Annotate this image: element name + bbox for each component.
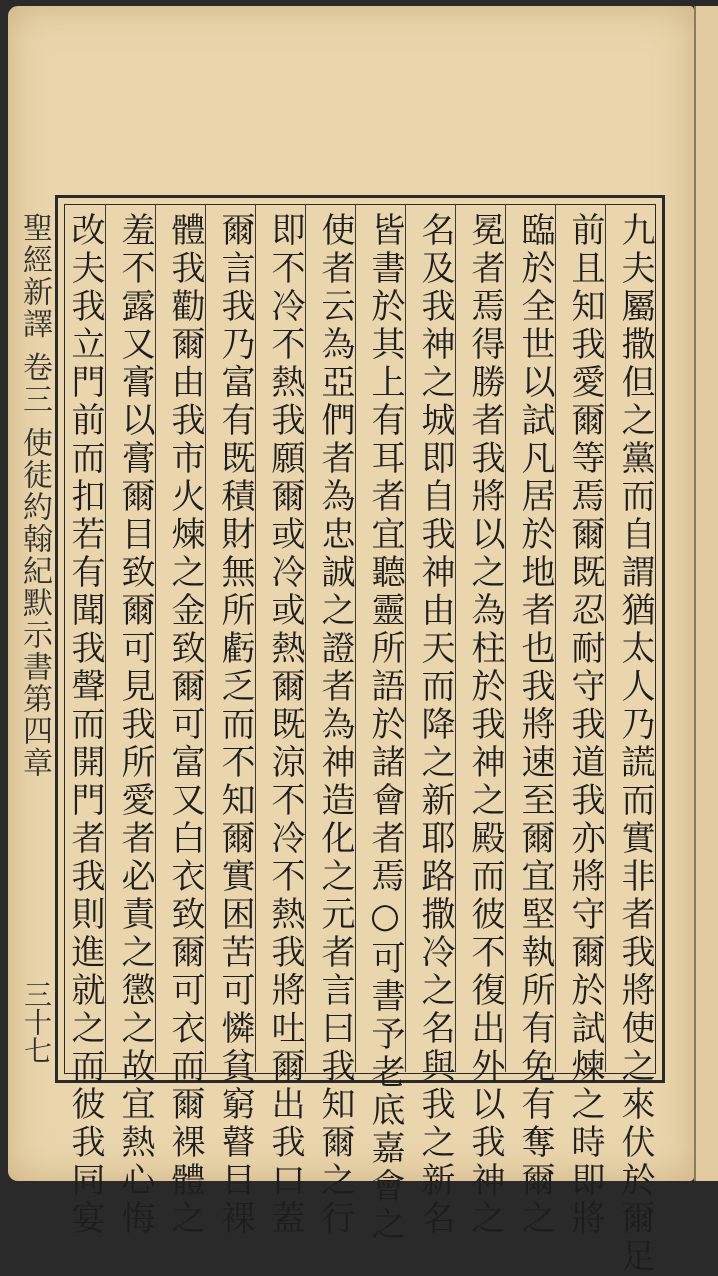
text-column-1: 九夫屬撒但之黨而自謂猶太人乃謊而實非者我將使之來伏於爾足 bbox=[615, 212, 655, 1276]
text-column-5: 名及我神之城即自我神由天而降之新耶路撒冷之名與我之新名 bbox=[415, 212, 455, 1238]
text-column-7: 使者云為亞們者為忠誠之證者為神造化之元者言曰我知爾之行 bbox=[315, 212, 355, 1238]
text-column-3: 臨於全世以試凡居於地者也我將速至爾宜堅執所有免有奪爾之 bbox=[515, 212, 555, 1238]
text-column-4: 冕者焉得勝者我將以之為柱於我神之殿而彼不復出外以我神之 bbox=[465, 212, 505, 1238]
page-number: 三十七 bbox=[20, 980, 53, 1064]
text-column-10: 體我勸爾由我市火煉之金致爾可富又白衣致爾可衣而爾裸體之 bbox=[165, 212, 205, 1238]
text-column-6: 皆書於其上有耳者宜聽靈所語於諸會者焉○可書予老底嘉會之 bbox=[365, 212, 405, 1244]
text-column-9: 爾言我乃富有既積財無所虧乏而不知爾實困苦可憐貧窮瞽目裸 bbox=[215, 212, 255, 1238]
text-column-2: 前且知我愛爾等焉爾既忍耐守我道我亦將守爾於試煉之時即將 bbox=[565, 212, 605, 1238]
adjacent-page-edge bbox=[694, 6, 718, 1181]
text-column-8: 即不冷不熱我願爾或冷或熱爾既涼不冷不熱我將吐爾出我口蓋 bbox=[265, 212, 305, 1238]
text-column-11: 羞不露又膏以膏爾目致爾可見我所愛者必責之懲之故宜熱心悔 bbox=[115, 212, 155, 1238]
margin-title: 聖經新譯 卷三 使徒約翰紀默示書第四章 bbox=[17, 212, 52, 780]
text-column-12: 改夫我立門前而扣若有聞我聲而開門者我則進就之而彼我同宴 bbox=[65, 212, 105, 1238]
